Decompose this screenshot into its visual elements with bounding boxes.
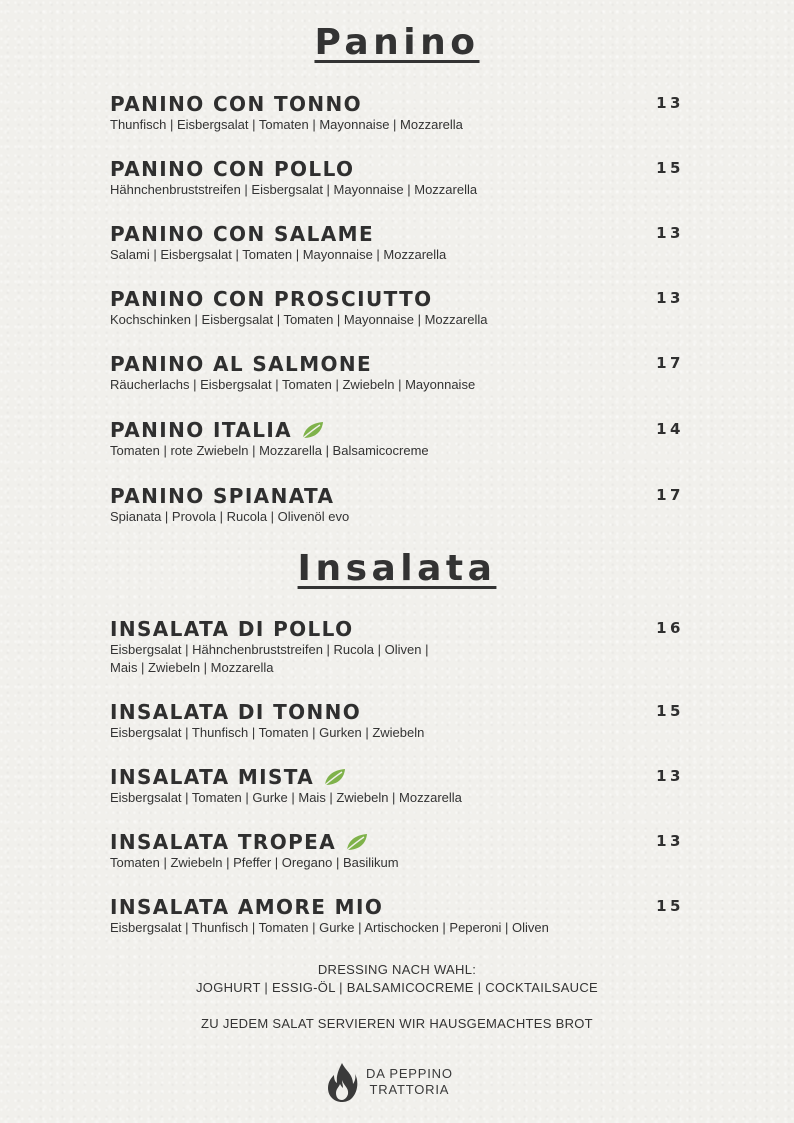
item-name: INSALATA AMORE MIO [110, 895, 384, 919]
item-name: PANINO ITALIA [110, 418, 293, 442]
menu-item [110, 418, 686, 460]
menu-item [110, 352, 686, 394]
item-price: 15 [656, 897, 684, 915]
flame-icon [326, 1062, 358, 1102]
item-description: Mais | Zwiebeln | Mozzarella [110, 660, 274, 675]
section-title-text: Panino [314, 22, 480, 63]
section-title-panino [0, 22, 794, 63]
item-price: 17 [656, 486, 684, 504]
item-description: Salami | Eisbergsalat | Tomaten | Mayonnaise | Mozzarella [110, 247, 447, 262]
item-name: PANINO SPIANATA [110, 484, 335, 508]
item-name: INSALATA DI POLLO [110, 617, 354, 641]
item-name: PANINO CON TONNO [110, 92, 363, 116]
item-price: 13 [656, 94, 684, 112]
item-description: Eisbergsalat | Thunfisch | Tomaten | Gurken | Zwiebeln [110, 725, 425, 740]
item-description: Eisbergsalat | Thunfisch | Tomaten | Gurke | Artischocken | Peperoni | Oliven [110, 920, 549, 935]
menu-item [110, 895, 686, 937]
item-name: INSALATA TROPEA [110, 830, 337, 854]
dressing-heading: DRESSING NACH WAHL: [317, 962, 477, 977]
item-price: 13 [656, 832, 684, 850]
item-price: 13 [656, 224, 684, 242]
leaf-icon [344, 832, 370, 852]
menu-item [110, 92, 686, 134]
menu-item [110, 287, 686, 329]
menu-item [110, 222, 686, 264]
section-title-insalata [0, 548, 794, 589]
leaf-icon [322, 767, 348, 787]
item-price: 15 [656, 159, 684, 177]
item-description: Hähnchenbruststreifen | Eisbergsalat | Mayonnaise | Mozzarella [110, 182, 478, 197]
menu-item [110, 765, 686, 807]
item-price: 13 [656, 289, 684, 307]
menu-item [110, 484, 686, 526]
item-price: 13 [656, 767, 684, 785]
item-price: 14 [656, 420, 684, 438]
item-description: Räucherlachs | Eisbergsalat | Tomaten | Zwiebeln | Mayonnaise [110, 377, 476, 392]
item-description: Thunfisch | Eisbergsalat | Tomaten | Mayonnaise | Mozzarella [110, 117, 463, 132]
dressing-options: JOGHURT | ESSIG-ÖL | BALSAMICOCREME | COCKTAILSAUCE [195, 980, 599, 995]
item-description: Tomaten | Zwiebeln | Pfeffer | Oregano | Basilikum [110, 855, 399, 870]
brand-logo [326, 1062, 486, 1102]
item-name: PANINO CON PROSCIUTTO [110, 287, 433, 311]
item-name: INSALATA DI TONNO [110, 700, 362, 724]
menu-item [110, 830, 686, 872]
item-description: Eisbergsalat | Tomaten | Gurke | Mais | Zwiebeln | Mozzarella [110, 790, 462, 805]
item-name: INSALATA MISTA [110, 765, 315, 789]
menu-item [110, 700, 686, 742]
brand-subtitle: TRATTORIA [369, 1082, 450, 1097]
item-price: 15 [656, 702, 684, 720]
item-description: Tomaten | rote Zwiebeln | Mozzarella | Balsamicocreme [110, 443, 429, 458]
item-description: Eisbergsalat | Hähnchenbruststreifen | Rucola | Oliven | [110, 642, 429, 657]
item-description: Spianata | Provola | Rucola | Olivenöl evo [110, 509, 350, 524]
leaf-icon [300, 420, 326, 440]
item-price: 17 [656, 354, 684, 372]
bread-note: ZU JEDEM SALAT SERVIEREN WIR HAUSGEMACHTES BROT [201, 1016, 593, 1031]
item-name: PANINO CON SALAME [110, 222, 375, 246]
item-description: Kochschinken | Eisbergsalat | Tomaten | Mayonnaise | Mozzarella [110, 312, 488, 327]
item-name: PANINO CON POLLO [110, 157, 355, 181]
menu-item [110, 617, 686, 677]
brand-name: DA PEPPINO [366, 1066, 453, 1081]
item-name: PANINO AL SALMONE [110, 352, 373, 376]
section-title-text: Insalata [297, 548, 497, 589]
item-price: 16 [656, 619, 684, 637]
menu-item [110, 157, 686, 199]
